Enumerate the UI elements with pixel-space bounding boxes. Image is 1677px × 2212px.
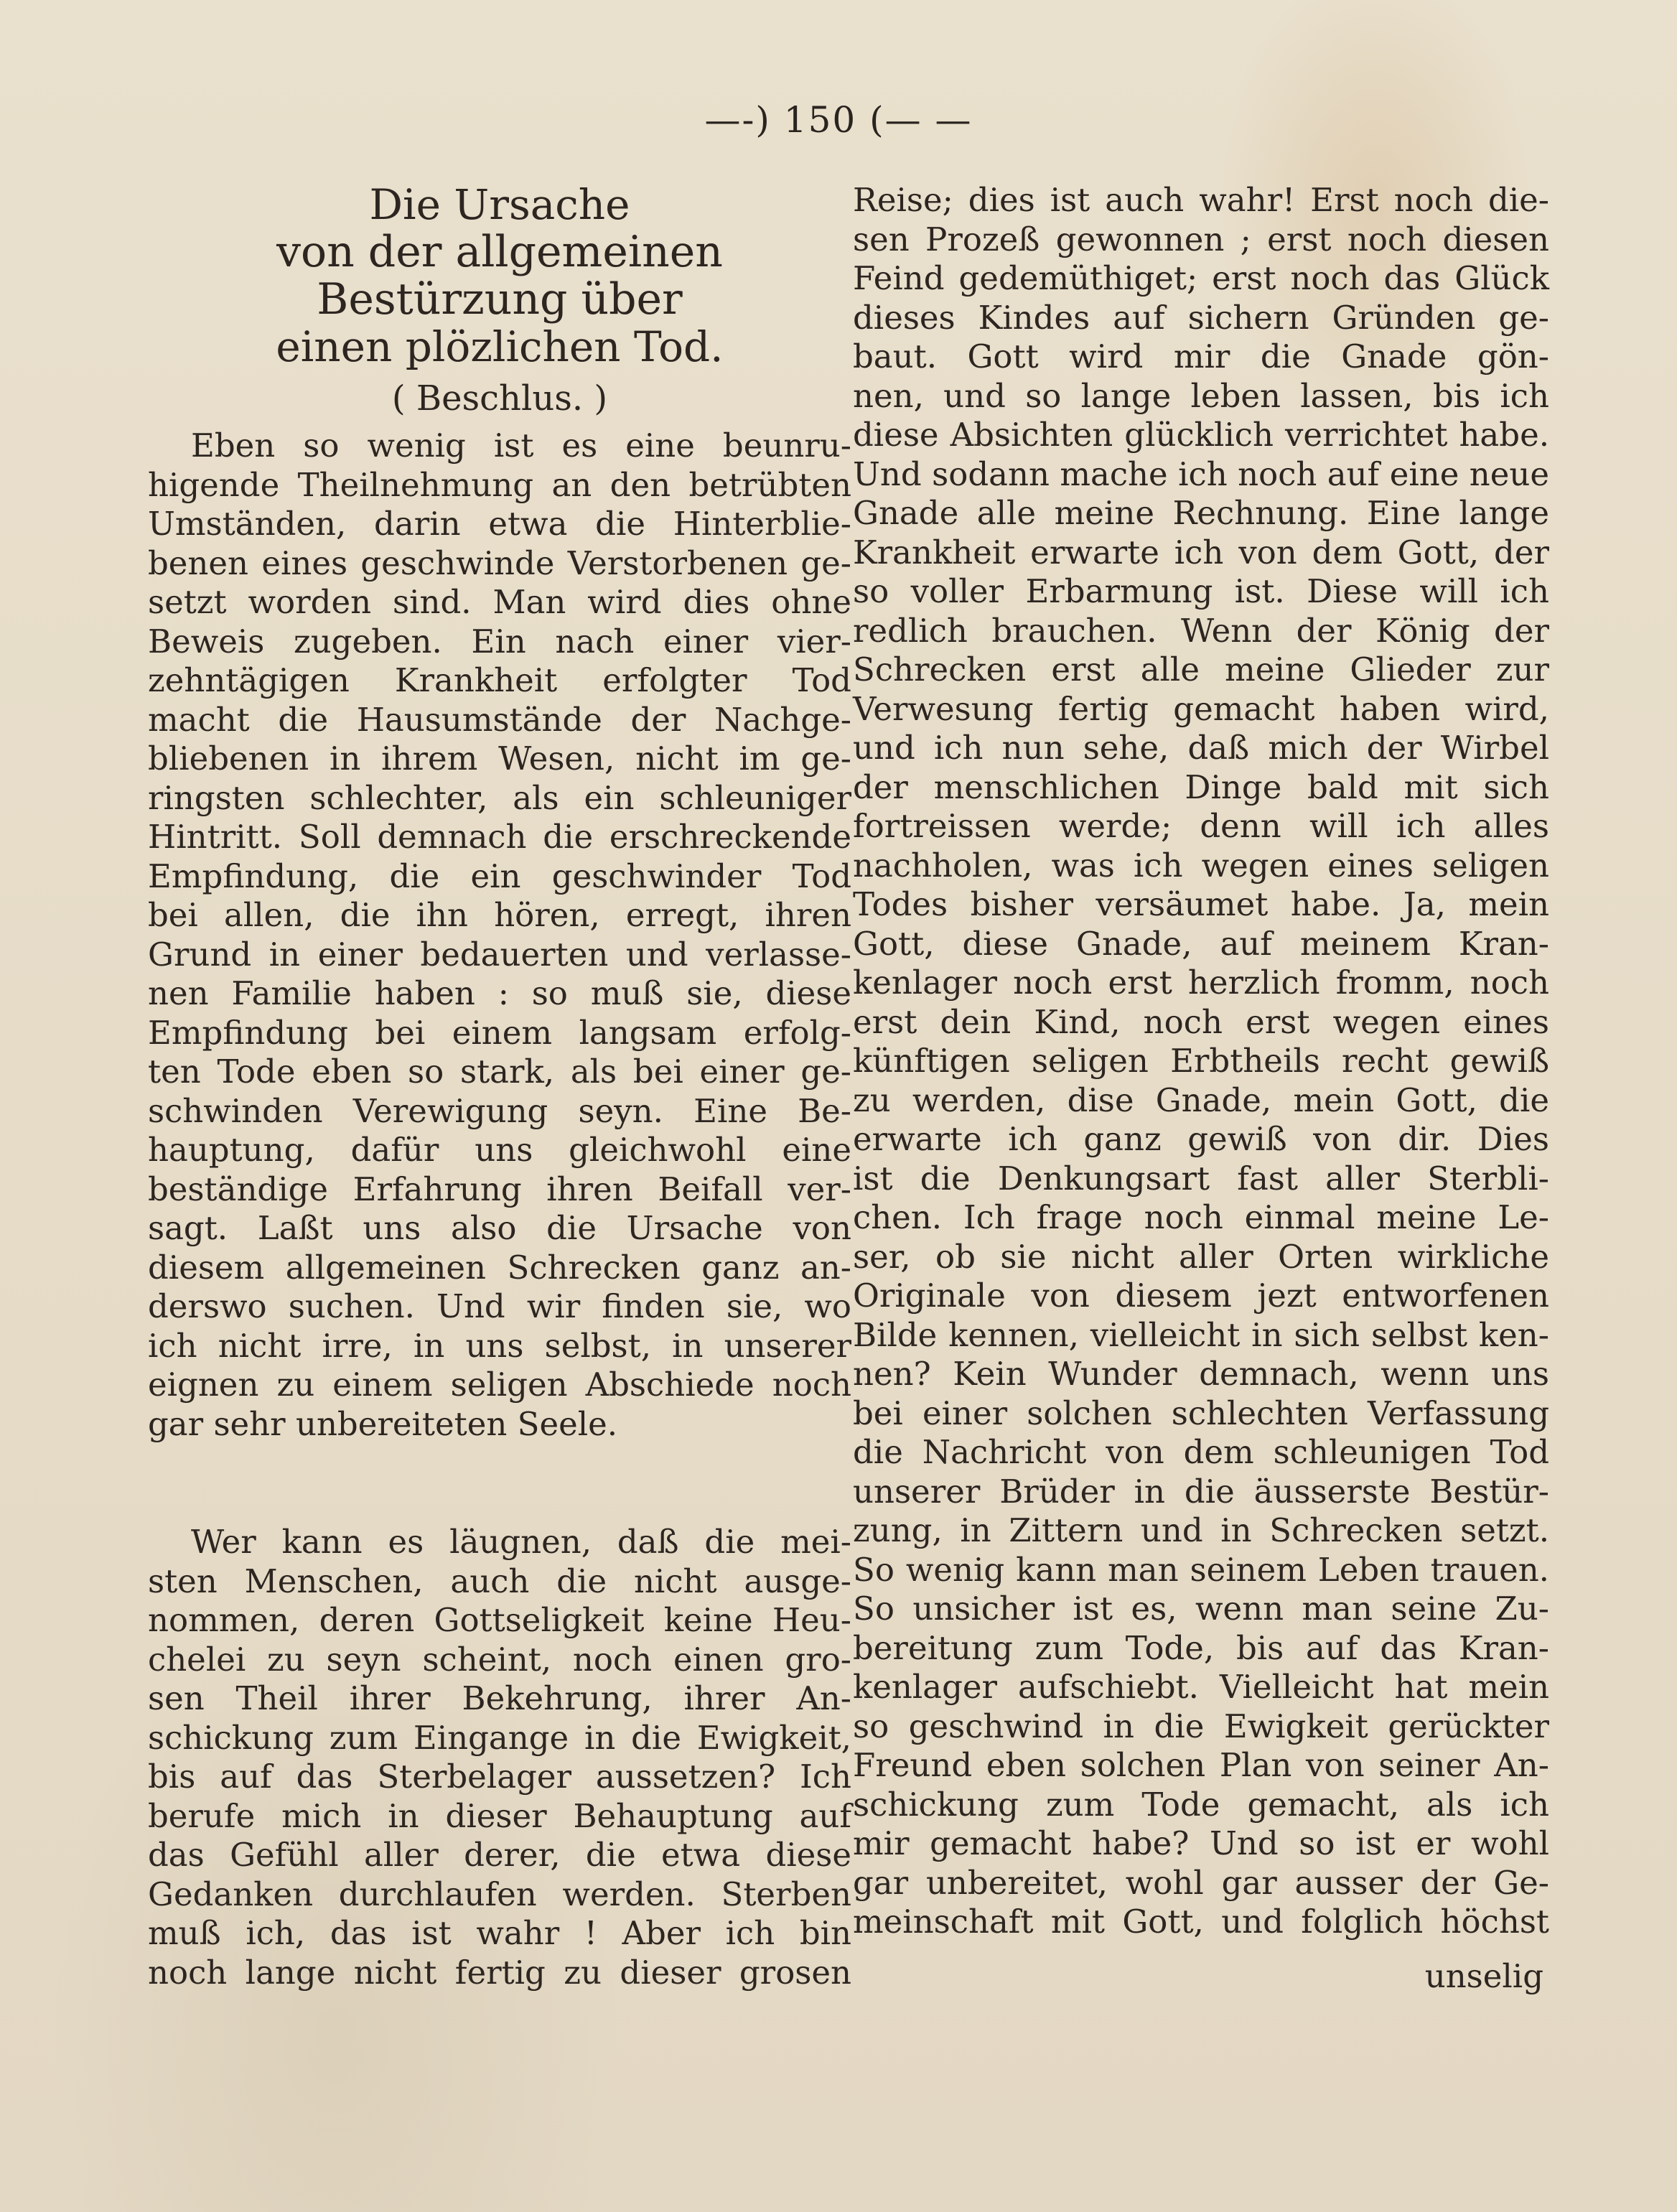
text-line: so geschwind in die Ewigkeit gerückter (853, 1707, 1549, 1745)
text-line: chen. Ich frage noch einmal meine Le- (853, 1198, 1549, 1236)
text-line: So unsicher ist es, wenn man seine Zu- (853, 1590, 1549, 1628)
text-line: Schrecken erst alle meine Glieder zur (853, 650, 1549, 689)
text-line: Feind gedemüthiget; erst noch das Glück (853, 259, 1549, 297)
text-line: Umständen, darin etwa die Hinterblie- (148, 505, 851, 543)
article-title-block (148, 181, 851, 421)
text-line: bei einer solchen schlechten Verfassung (853, 1394, 1549, 1432)
text-line: nommen, deren Gottseligkeit keine Heu- (148, 1601, 851, 1639)
text-line: schickung zum Eingange in die Ewigkeit, (148, 1718, 851, 1757)
text-line: unserer Brüder in die äusserste Bestür- (853, 1472, 1549, 1511)
text-line: Gedanken durchlaufen werden. Sterben (148, 1875, 851, 1913)
text-line: ist die Denkungsart fast aller Sterbli- (853, 1159, 1549, 1198)
text-line: sen Prozeß gewonnen ; erst noch diesen (853, 220, 1549, 258)
text-line: mir gemacht habe? Und so ist er wohl (853, 1824, 1549, 1862)
text-line: hauptung, dafür uns gleichwohl eine (148, 1131, 851, 1169)
text-line: diesem allgemeinen Schrecken ganz an- (148, 1248, 851, 1287)
text-line: Verwesung fertig gemacht haben wird, (853, 689, 1549, 728)
text-line: Und sodann mache ich noch auf eine neue (853, 454, 1549, 493)
text-line: ser, ob sie nicht aller Orten wirkliche (853, 1237, 1549, 1276)
text-line: Empfindung bei einem langsam erfolg- (148, 1013, 851, 1052)
text-line: Freund eben solchen Plan von seiner An- (853, 1746, 1549, 1784)
right-column (853, 181, 1549, 1942)
left-column (148, 181, 851, 1992)
text-line: beständige Erfahrung ihren Beifall ver- (148, 1170, 851, 1208)
text-line: higende Theilnehmung an den betrübten (148, 465, 851, 504)
text-line: zung, in Zittern und in Schrecken setzt. (853, 1511, 1549, 1549)
text-line: Grund in einer bedauerten und verlasse- (148, 935, 851, 974)
paragraph-2 (148, 1523, 851, 1992)
text-line: Gnade alle meine Rechnung. Eine lange (853, 494, 1549, 532)
text-line: derswo suchen. Und wir finden sie, wo (148, 1287, 851, 1325)
text-line: Originale von diesem jezt entworfenen (853, 1277, 1549, 1315)
text-line: ich nicht irre, in uns selbst, in unserer (148, 1326, 851, 1365)
text-line: und ich nun sehe, daß mich der Wirbel (853, 729, 1549, 767)
text-line: die Nachricht von dem schleunigen Tod (853, 1433, 1549, 1471)
text-line: Hintritt. Soll demnach die erschreckende (148, 818, 851, 856)
text-line: Beweis zugeben. Ein nach einer vier- (148, 622, 851, 661)
text-line: berufe mich in dieser Behauptung auf (148, 1796, 851, 1835)
text-line: So wenig kann man seinem Leben trauen. (853, 1550, 1549, 1589)
text-line: eignen zu einem seligen Abschiede noch (148, 1366, 851, 1404)
text-line: Reise; dies ist auch wahr! Erst noch die- (853, 181, 1549, 219)
text-line: bliebenen in ihrem Wesen, nicht im ge- (148, 739, 851, 778)
text-line: muß ich, das ist wahr ! Aber ich bin (148, 1914, 851, 1952)
text-line: nen Familie haben : so muß sie, diese (148, 974, 851, 1012)
text-line: nachholen, was ich wegen eines seligen (853, 846, 1549, 885)
text-line: zu werden, dise Gnade, mein Gott, die (853, 1081, 1549, 1119)
paragraph-gap (148, 1444, 851, 1523)
page-number: —-) 150 (— — (704, 99, 973, 141)
text-line: ringsten schlechter, als ein schleuniger (148, 778, 851, 817)
text-line: bis auf das Sterbelager aussetzen? Ich (148, 1758, 851, 1796)
text-line: Empfindung, die ein geschwinder Tod (148, 857, 851, 895)
article-title-line-3: einen plözlichen Tod. (276, 322, 724, 371)
text-line: setzt worden sind. Man wird dies ohne (148, 583, 851, 621)
text-line: Gott, diese Gnade, auf meinem Kran- (853, 924, 1549, 963)
text-line: gar unbereitet, wohl gar ausser der Ge- (853, 1863, 1549, 1902)
paragraph-continuation (853, 181, 1549, 1942)
text-line: künftigen seligen Erbtheils recht gewiß (853, 1042, 1549, 1080)
catchword: unselig (1424, 1957, 1543, 1995)
text-line: erst dein Kind, noch erst wegen eines (853, 1002, 1549, 1041)
article-title-line-1: Die Ursache (369, 180, 630, 229)
text-line: nen? Kein Wunder demnach, wenn uns (853, 1355, 1549, 1393)
text-line: gar sehr unbereiteten Seele. (148, 1404, 618, 1443)
text-line: meinschaft mit Gott, und folglich höchst (853, 1903, 1549, 1941)
text-line: noch lange nicht fertig zu dieser grosen (148, 1953, 851, 1992)
text-line: der menschlichen Dinge bald mit sich (853, 767, 1549, 806)
text-line: dieses Kindes auf sichern Gründen ge- (853, 298, 1549, 337)
text-line: Bilde kennen, vielleicht in sich selbst ken- (853, 1315, 1549, 1354)
text-line: das Gefühl aller derer, die etwa diese (148, 1836, 851, 1874)
text-line: so voller Erbarmung ist. Diese will ich (853, 572, 1549, 610)
text-line: chelei zu seyn scheint, noch einen gro- (148, 1640, 851, 1679)
text-line: Wer kann es läugnen, daß die mei- (191, 1523, 851, 1561)
text-line: sen Theil ihrer Bekehrung, ihrer An- (148, 1679, 851, 1717)
text-line: Todes bisher versäumet habe. Ja, mein (853, 885, 1549, 923)
page-header (0, 99, 1677, 141)
text-line: erwarte ich ganz gewiß von dir. Dies (853, 1120, 1549, 1158)
text-line: sagt. Laßt uns also die Ursache von (148, 1209, 851, 1247)
text-line: schwinden Verewigung seyn. Eine Be- (148, 1091, 851, 1130)
text-line: nen, und so lange leben lassen, bis ich (853, 376, 1549, 415)
text-line: fortreissen werde; denn will ich alles (853, 807, 1549, 845)
text-line: kenlager noch erst herzlich fromm, noch (853, 963, 1549, 1002)
text-line: benen eines geschwinde Verstorbenen ge- (148, 543, 851, 582)
text-line: redlich brauchen. Wenn der König der (853, 611, 1549, 650)
text-line: sten Menschen, auch die nicht ausge- (148, 1562, 851, 1600)
text-line: schickung zum Tode gemacht, als ich (853, 1785, 1549, 1824)
article-title-line-2: von der allgemeinen Bestürzung über (276, 227, 723, 325)
text-line: Eben so wenig ist es eine beunru- (191, 426, 851, 465)
text-line: diese Absichten glücklich verrichtet habe. (853, 416, 1549, 454)
text-line: kenlager aufschiebt. Vielleicht hat mein (853, 1668, 1549, 1706)
text-line: zehntägigen Krankheit erfolgter Tod (148, 661, 851, 699)
text-line: ten Tode eben so stark, als bei einer ge- (148, 1053, 851, 1091)
text-line: macht die Hausumstände der Nachge- (148, 700, 851, 739)
paragraph-1 (148, 426, 851, 1444)
text-line: bereitung zum Tode, bis auf das Kran- (853, 1628, 1549, 1667)
article-subtitle: ( Beschlus. ) (391, 378, 608, 419)
text-line: Krankheit erwarte ich von dem Gott, der (853, 533, 1549, 571)
text-line: bei allen, die ihn hören, erregt, ihren (148, 896, 851, 934)
text-line: baut. Gott wird mir die Gnade gön- (853, 337, 1549, 375)
